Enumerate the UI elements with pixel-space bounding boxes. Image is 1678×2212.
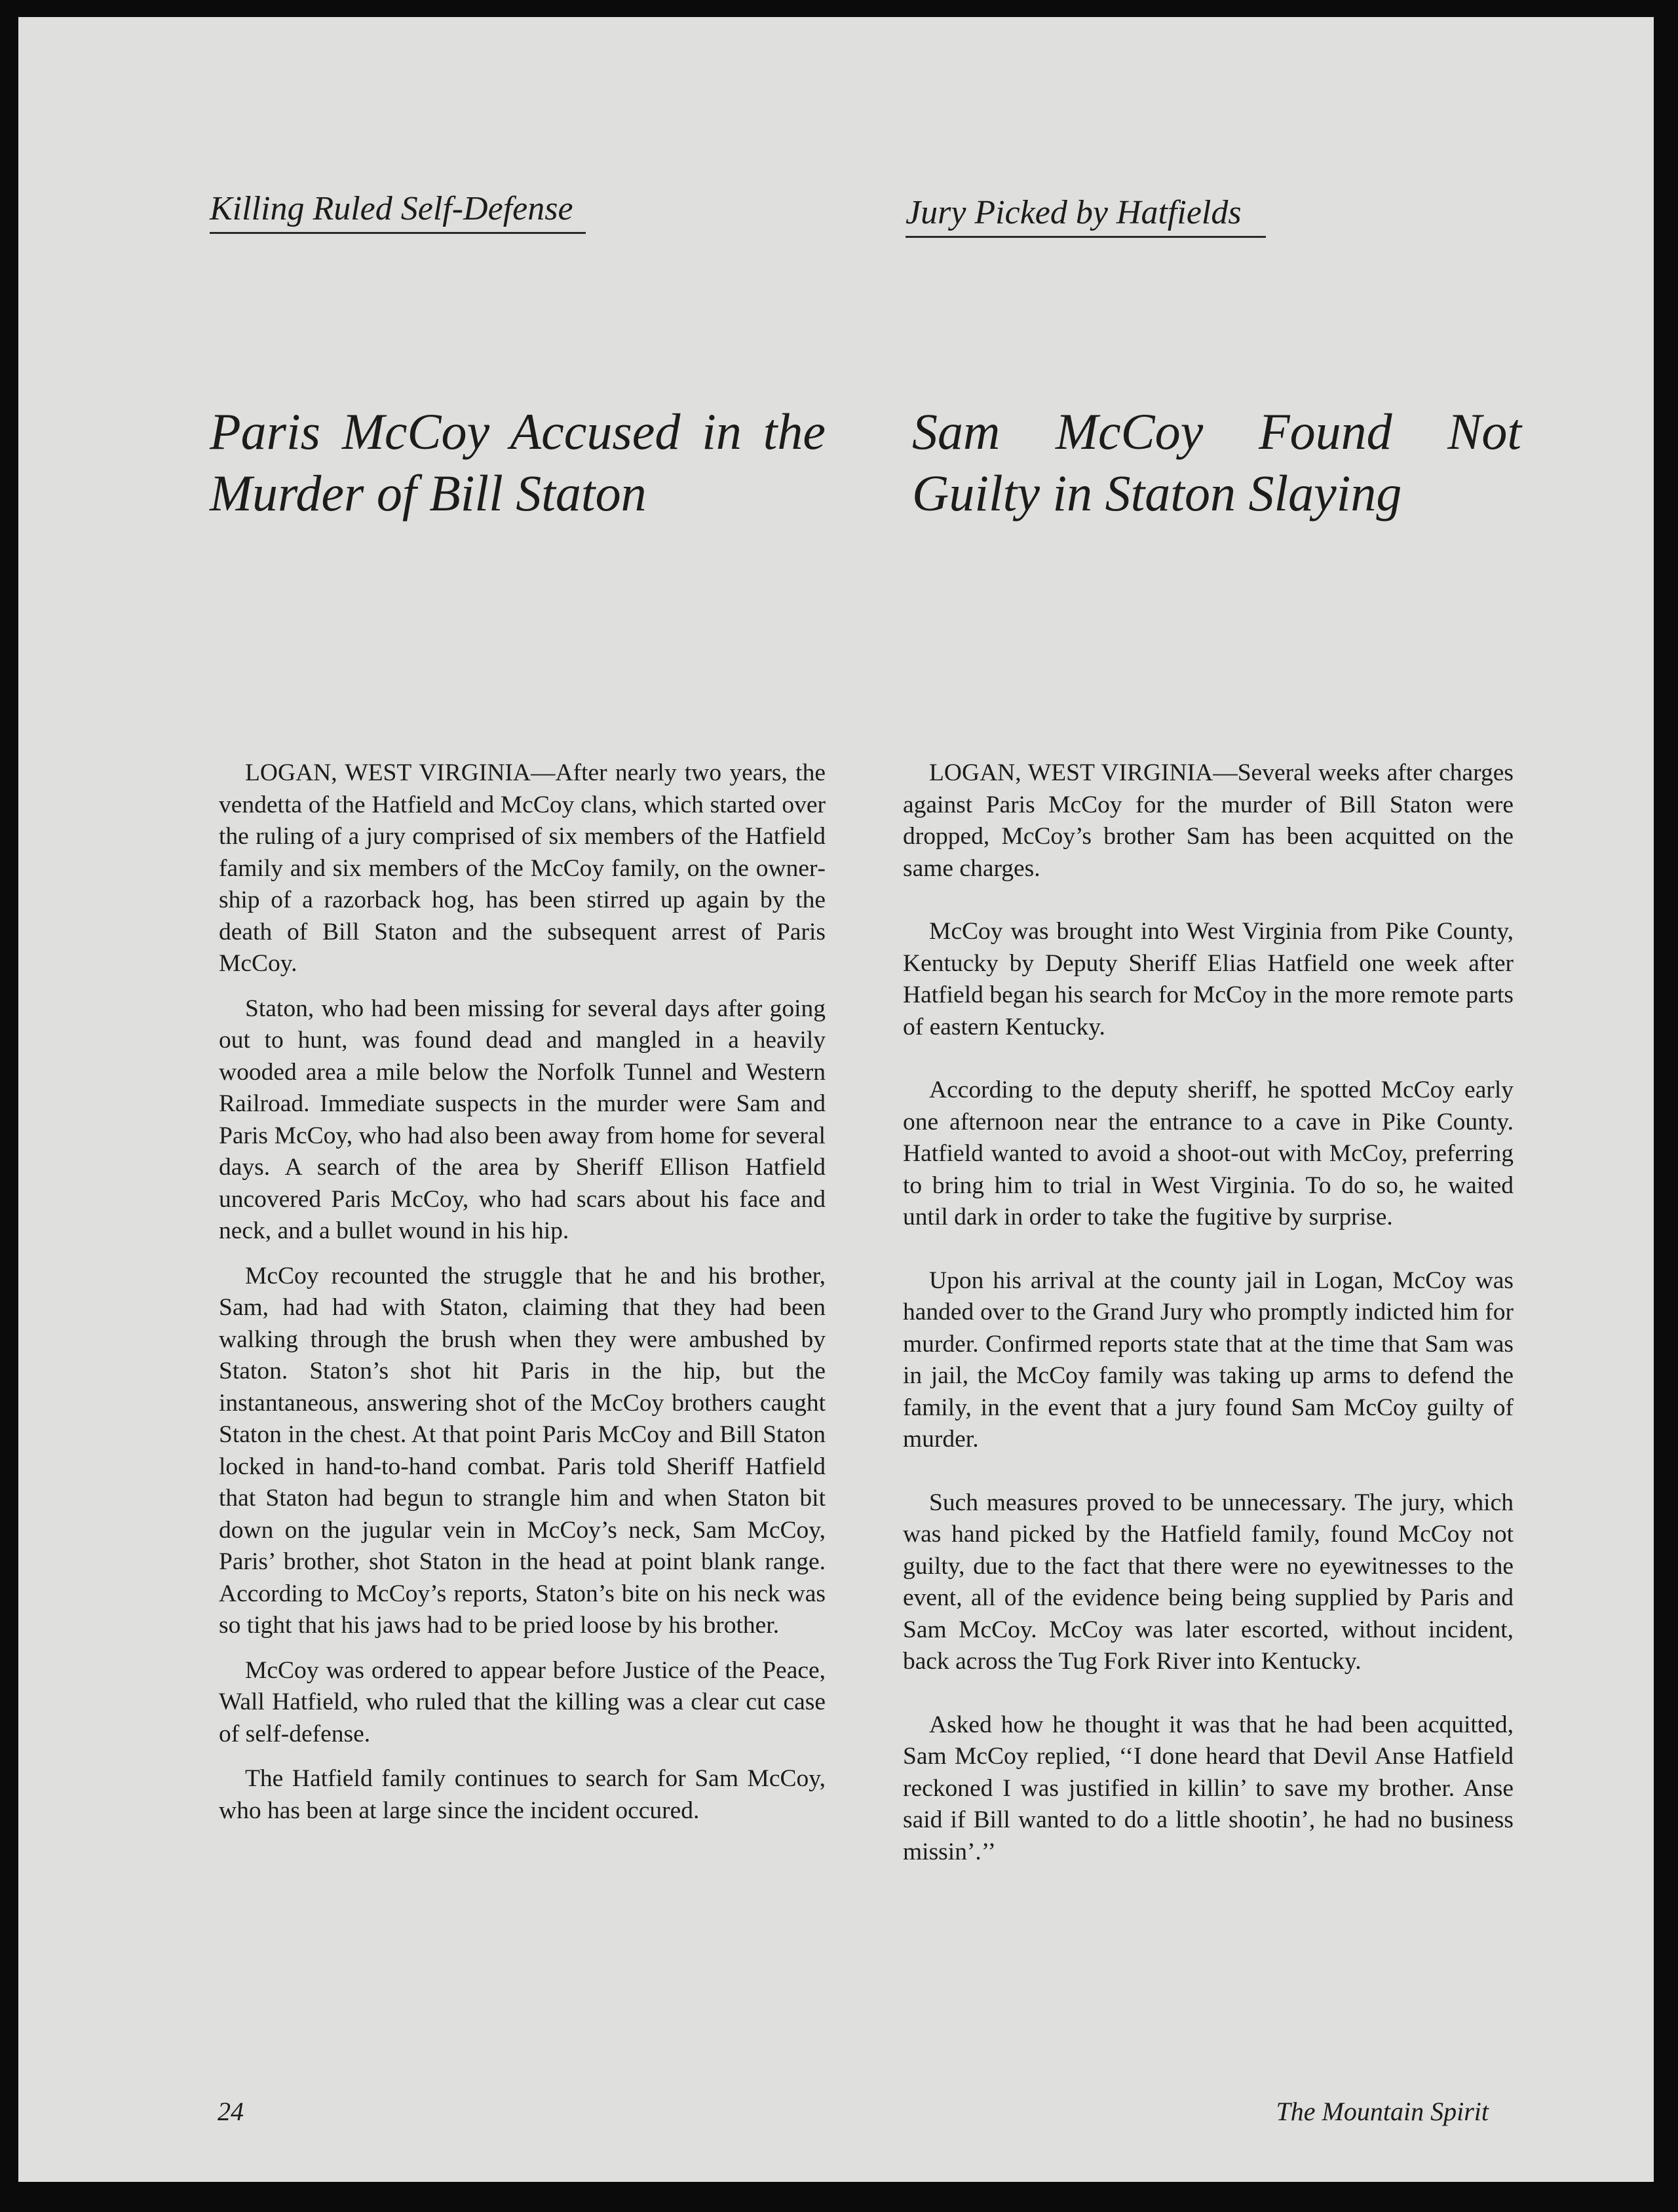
left-article-body [219, 757, 826, 1840]
right-headline: Sam McCoy Found Not Guilty in Staton Slaying [912, 403, 1521, 522]
magazine-page [18, 17, 1654, 2182]
page-number: 24 [218, 2097, 244, 2126]
article-paragraph: Such measures proved to be unnecessary. The jury, which was hand picked by the Hatfield family, found McCoy not guilty, due to the fact that there were no eyewitnesses to the event, all of the evidence being being supplied by Paris and Sam McCoy. McCoy was later escorted, without incident, back across the Tug Fork River into Kentucky. [903, 1489, 1514, 1675]
article-paragraph: Upon his arrival at the county jail in Logan, McCoy was handed over to the Grand Jury who promptly indicted him for murder. Confirmed reports state that at the time that Sam was in jail, the McCoy family was taking up arms to defend the family, in the event that a jury found Sam McCoy guilty of murder. [903, 1267, 1514, 1453]
article-paragraph: Staton, who had been missing for several days after going out to hunt, was found dead and mangled in a heavily wooded area a mile below the Norfolk Tunnel and Western Railroad. Immediate suspects in the murder were Sam and Paris McCoy, who had also been away from home for several days. A search of the area by Sheriff Ellison Hatfield uncovered Paris McCoy, who had scars about his face and neck, and a bullet wound in his hip. [219, 995, 826, 1244]
right-article-body [903, 757, 1514, 1899]
article-paragraph: The Hatfield family continues to search for Sam McCoy, who has been at large since the incident occured. [219, 1765, 826, 1824]
publication-name: The Mountain Spirit [1276, 2097, 1489, 2126]
article-paragraph: McCoy was brought into West Virginia from Pike County, Kentucky by Deputy Sheriff Elias Hatfield one week after Hatfield began his search for McCoy in the more remote parts of eastern Kentucky. [903, 918, 1514, 1040]
left-kicker: Killing Ruled Self-Defense [210, 189, 586, 234]
article-paragraph: According to the deputy sheriff, he spotted McCoy early one afternoon near the entrance to a cave in Pike County. Hatfield wanted to avoid a shoot-out with McCoy, preferring to bring him to trial in West Virginia. To do so, he waited until dark in order to take the fugitive by surprise. [903, 1077, 1514, 1230]
article-paragraph: LOGAN, WEST VIRGINIA—Several weeks after charges against Paris McCoy for the murder of Bill Staton were dropped, McCoy’s brother Sam has been acquitted on the same charges. [903, 759, 1514, 882]
article-paragraph: LOGAN, WEST VIRGINIA—After nearly two years, the vendetta of the Hatfield and McCoy clans, which started over the ruling of a jury comprised of six members of the Hatfield family and six members of the McCoy family, on the ownership of a razorback hog, has been stirred up again by the death of Bill Staton and the subsequent arrest of Paris McCoy. [219, 759, 826, 977]
article-paragraph: McCoy was ordered to appear before Justice of the Peace, Wall Hatfield, who ruled that the killing was a clear cut case of self-defense. [219, 1656, 826, 1747]
article-paragraph: Asked how he thought it was that he had been acquitted, Sam McCoy replied, ‘‘I done heard that Devil Anse Hatfield reckoned I was justified in killin’ to save my brother. Anse said if Bill wanted to do a little shootin’, he had no business missin’.’’ [903, 1711, 1514, 1865]
right-kicker: Jury Picked by Hatfields [906, 193, 1266, 238]
left-headline: Paris McCoy Accused in the Murder of Bill Staton [210, 403, 826, 522]
article-paragraph: McCoy recounted the struggle that he and his brother, Sam, had had with Staton, claiming that they had been walking through the brush when they were ambushed by Staton. Staton’s shot hit Paris in the hip, but the instantaneous, answering shot of the McCoy brothers caught Staton in the chest. At that point Paris McCoy and Bill Staton locked in hand-to-hand combat. Paris told Sheriff Hatfield that Staton had begun to strangle him and when Staton bit down on the jugular vein in McCoy’s neck, Sam McCoy, Paris’ brother, shot Staton in the head at point blank range. According to McCoy’s reports, Staton’s bite on his neck was so tight that his jaws had to be pried loose by his brother. [219, 1262, 826, 1639]
